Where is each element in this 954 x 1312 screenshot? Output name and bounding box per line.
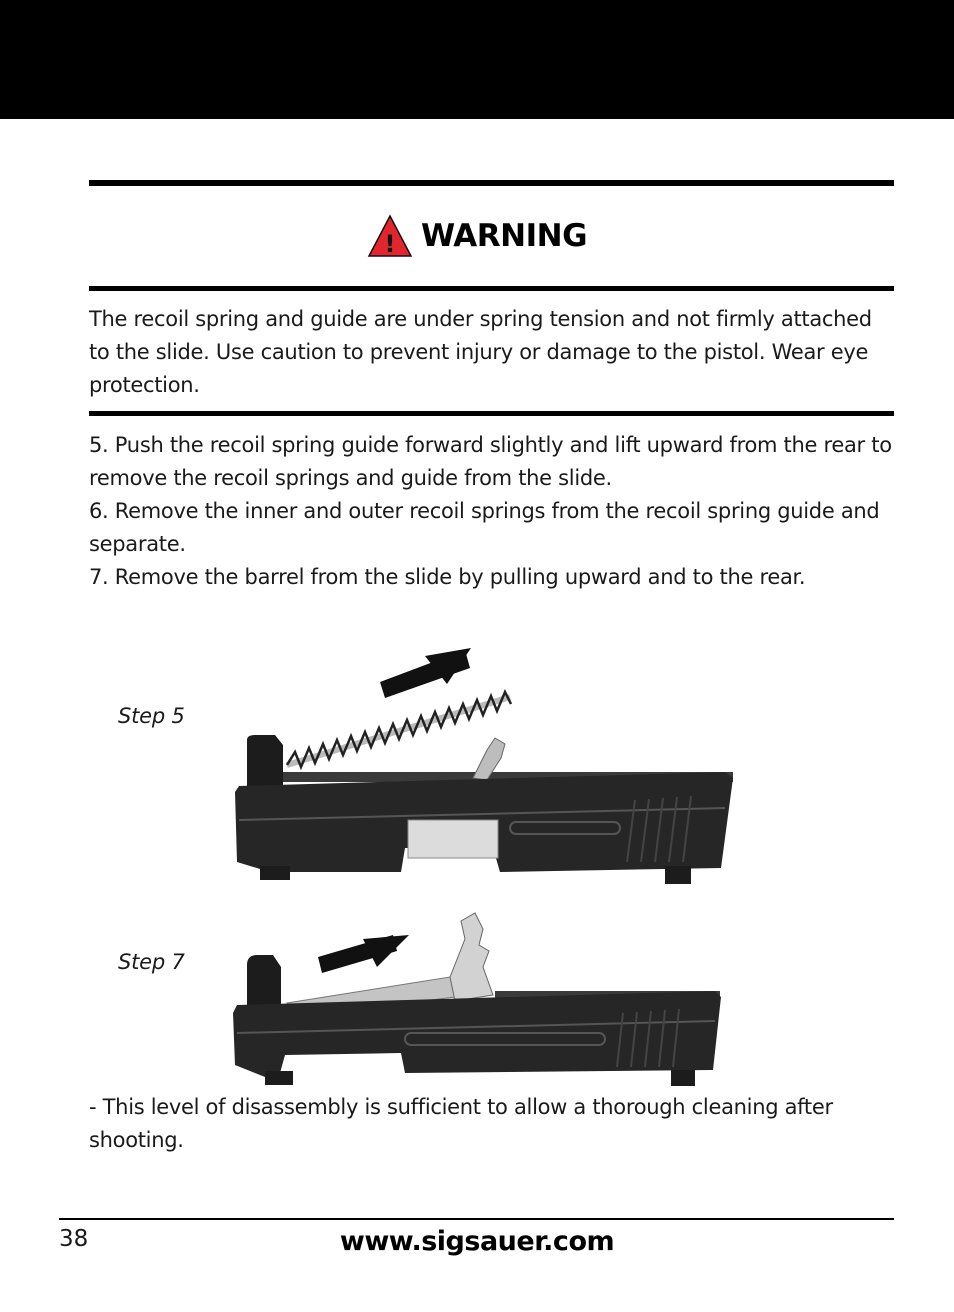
step-6-text: 6. Remove the inner and outer recoil springs from the recoil spring guide and separate. (89, 499, 880, 556)
warning-title: WARNING (420, 218, 588, 254)
warning-paragraph: The recoil spring and guide are under spring tension and not firmly attached to the slide. Use caution to prevent injury or damage to the pistol. Wear eye protection. (89, 307, 872, 397)
step-7-figure (225, 905, 735, 1095)
page-number: 38 (59, 1226, 89, 1252)
warning-mid-rule (89, 286, 894, 291)
warning-heading (0, 211, 954, 261)
step-5-text: 5. Push the recoil spring guide forward slightly and lift upward from the rear to remove the recoil springs and guide from the slide. (89, 433, 892, 490)
step-5-figure (225, 640, 745, 890)
step-7-label: Step 7 (118, 950, 185, 974)
footer-rule (59, 1218, 894, 1220)
warning-triangle-icon (367, 214, 413, 258)
warning-bottom-rule (89, 411, 894, 416)
steps-list (89, 429, 894, 594)
footer-url: www.sigsauer.com (339, 1226, 615, 1257)
warning-icon-glyph: ! (384, 230, 396, 258)
warning-text (89, 303, 894, 402)
header-band (0, 0, 954, 119)
cleaning-note-text: - This level of disassembly is sufficient to allow a thorough cleaning after shooting. (89, 1095, 833, 1152)
step-7-text: 7. Remove the barrel from the slide by pulling upward and to the rear. (89, 565, 806, 589)
warning-top-rule (89, 180, 894, 186)
step-5-label: Step 5 (118, 704, 185, 728)
cleaning-note (89, 1091, 894, 1157)
